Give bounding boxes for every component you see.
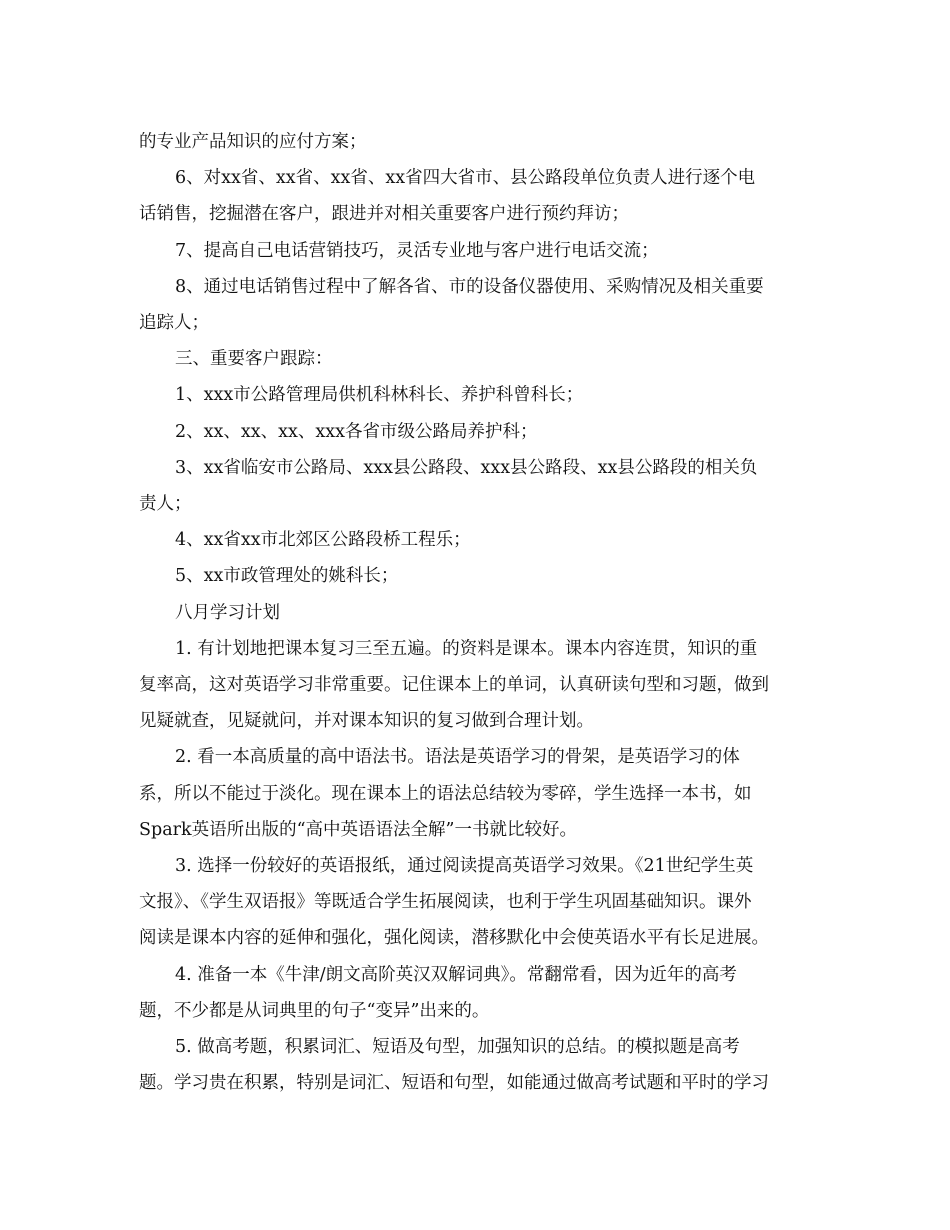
section-heading: 三、重要客户跟踪： [175, 349, 333, 370]
text-line: 题。学习贵在积累，特别是词汇、短语和句型，如能通过做高考试题和平时的学习 [139, 1073, 769, 1094]
text-line: 见疑就查，见疑就问，并对课本知识的复习做到合理计划。 [139, 711, 594, 732]
text-line: 系，所以不能过于淡化。现在课本上的语法总结较为零碎，学生选择一本书，如 [139, 783, 752, 804]
text-line: 5. 做高考题，积累词汇、短语及句型，加强知识的总结。的模拟题是高考 [175, 1037, 740, 1058]
text-line: 4. 准备一本《牛津/朗文高阶英汉双解词典》。常翻常看，因为近年的高考 [175, 964, 737, 985]
text-line: 8、通过电话销售过程中了解各省、市的设备仪器使用、采购情况及相关重要 [175, 276, 764, 297]
text-line: Spark英语所出版的“高中英语语法全解”一书就比较好。 [139, 819, 577, 840]
text-line: 4、xx省xx市北郊区公路段桥工程乐； [175, 530, 471, 551]
text-line: 的专业产品知识的应付方案； [139, 132, 367, 152]
text-line: 1. 有计划地把课本复习三至五遍。的资料是课本。课本内容连贯，知识的重 [175, 638, 758, 659]
text-line: 题，不少都是从词典里的句子“变异”出来的。 [139, 1000, 490, 1021]
text-line: 文报》、《学生双语报》等既适合学生拓展阅读，也利于学生巩固基础知识。课外 [139, 892, 752, 913]
text-line: 话销售，挖掘潜在客户，跟进并对相关重要客户进行预约拜访； [139, 204, 629, 225]
section-heading: 八月学习计划 [175, 602, 280, 623]
text-line: 2. 看一本高质量的高中语法书。语法是英语学习的骨架，是英语学习的体 [175, 747, 740, 768]
text-line: 追踪人； [139, 313, 209, 334]
text-line: 阅读是课本内容的延伸和强化，强化阅读，潜移默化中会使英语水平有长足进展。 [139, 928, 769, 949]
text-line: 6、对xx省、xx省、xx省、xx省四大省市、县公路段单位负责人进行逐个电 [175, 168, 756, 189]
text-line: 3. 选择一份较好的英语报纸，通过阅读提高英语学习效果。《21世纪学生英 [175, 856, 754, 877]
text-line: 2、xx、xx、xx、xxx各省市级公路局养护科； [175, 421, 538, 442]
text-line: 责人； [139, 494, 192, 515]
text-line: 1、xxx市公路管理局供机科林科长、养护科曾科长； [175, 385, 584, 406]
text-line: 复率高，这对英语学习非常重要。记住课本上的单词，认真研读句型和习题，做到 [139, 675, 769, 696]
text-line: 3、xx省临安市公路局、xxx县公路段、xxx县公路段、xx县公路段的相关负 [175, 457, 758, 478]
text-line: 7、提高自己电话营销技巧，灵活专业地与客户进行电话交流； [175, 240, 659, 261]
document-body [139, 124, 819, 1101]
text-line: 5、xx市政管理处的姚科长； [175, 566, 399, 587]
